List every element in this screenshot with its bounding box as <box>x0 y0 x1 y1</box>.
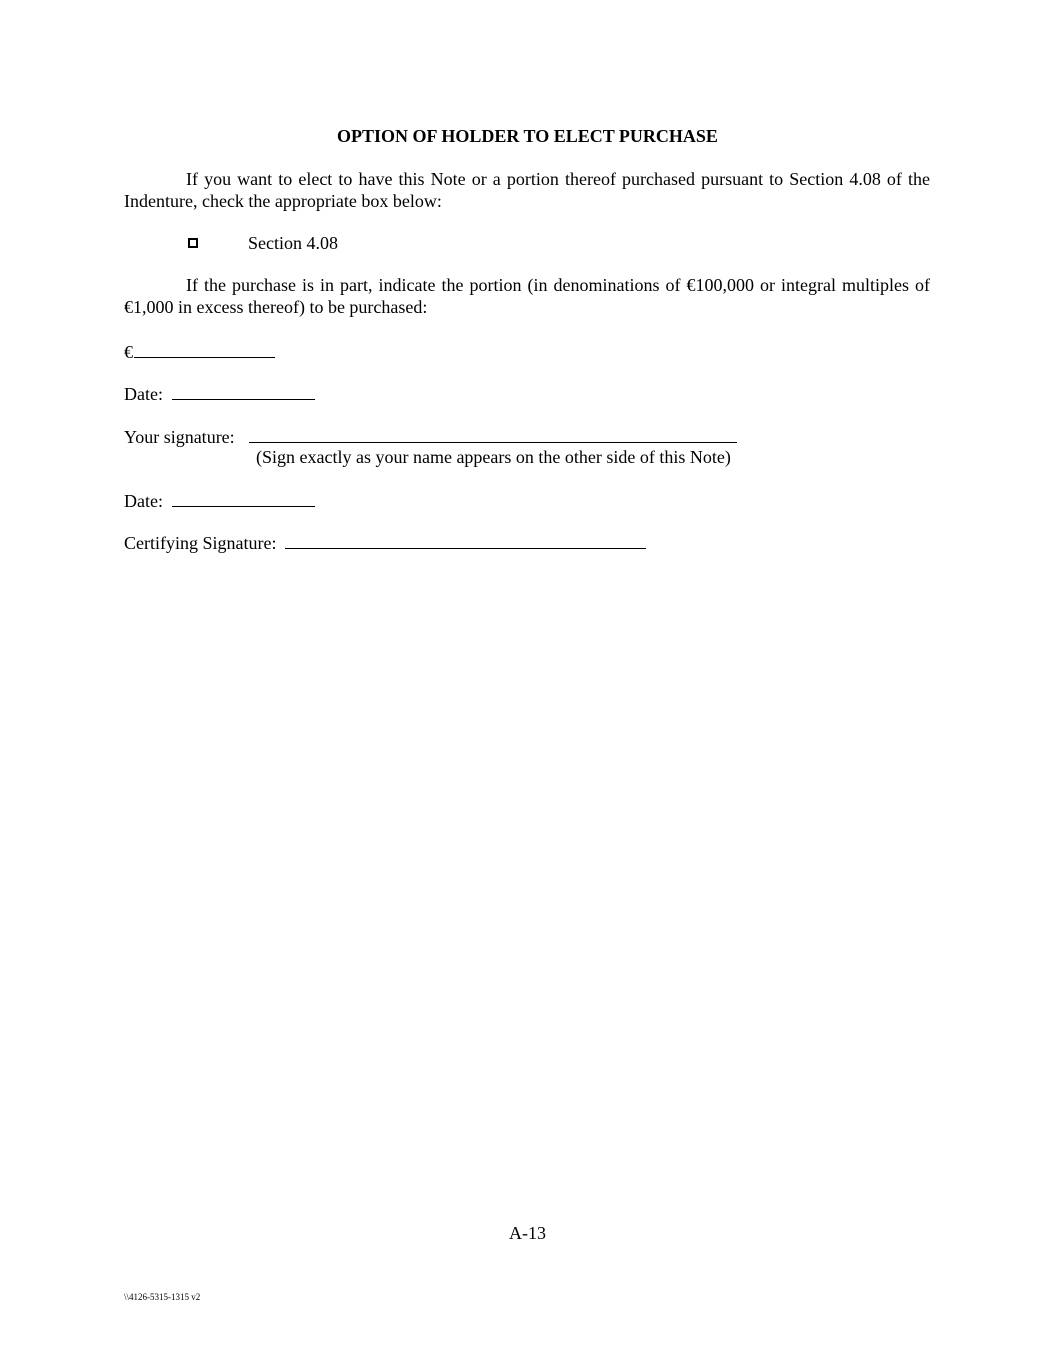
euro-symbol: € <box>124 342 133 362</box>
date-label-1: Date: <box>124 384 163 404</box>
signature-caption: (Sign exactly as your name appears on the other side of this Note) <box>256 447 731 467</box>
section-4-08-checkbox[interactable] <box>188 238 198 248</box>
instruction-paragraph: If you want to elect to have this Note or a portion thereof purchased pursuant to Section 4.08 of the Indenture, check the appropriate box below: <box>124 169 930 211</box>
page-number: A-13 <box>509 1223 546 1243</box>
certifying-signature-label: Certifying Signature: <box>124 533 277 553</box>
section-option-row[interactable] <box>188 232 338 254</box>
amount-row <box>124 339 275 363</box>
date-row-1 <box>124 381 315 405</box>
certifying-signature-row <box>124 530 646 554</box>
document-id: \\4126-5315-1315 v2 <box>124 1292 201 1302</box>
partial-purchase-paragraph: If the purchase is in part, indicate the portion (in denominations of €100,000 or integral multiples of €1,000 in excess thereof) to be purchased: <box>124 275 930 317</box>
signature-label: Your signature: <box>124 427 235 447</box>
page-title: OPTION OF HOLDER TO ELECT PURCHASE <box>337 126 718 146</box>
date-field-1[interactable] <box>172 381 315 400</box>
amount-field[interactable] <box>134 339 275 358</box>
date-row-2 <box>124 488 315 512</box>
date-label-2: Date: <box>124 491 163 511</box>
date-field-2[interactable] <box>172 488 315 507</box>
section-4-08-label: Section 4.08 <box>248 233 338 253</box>
signature-field[interactable] <box>249 424 737 443</box>
signature-row <box>124 424 737 448</box>
certifying-signature-field[interactable] <box>285 530 646 549</box>
